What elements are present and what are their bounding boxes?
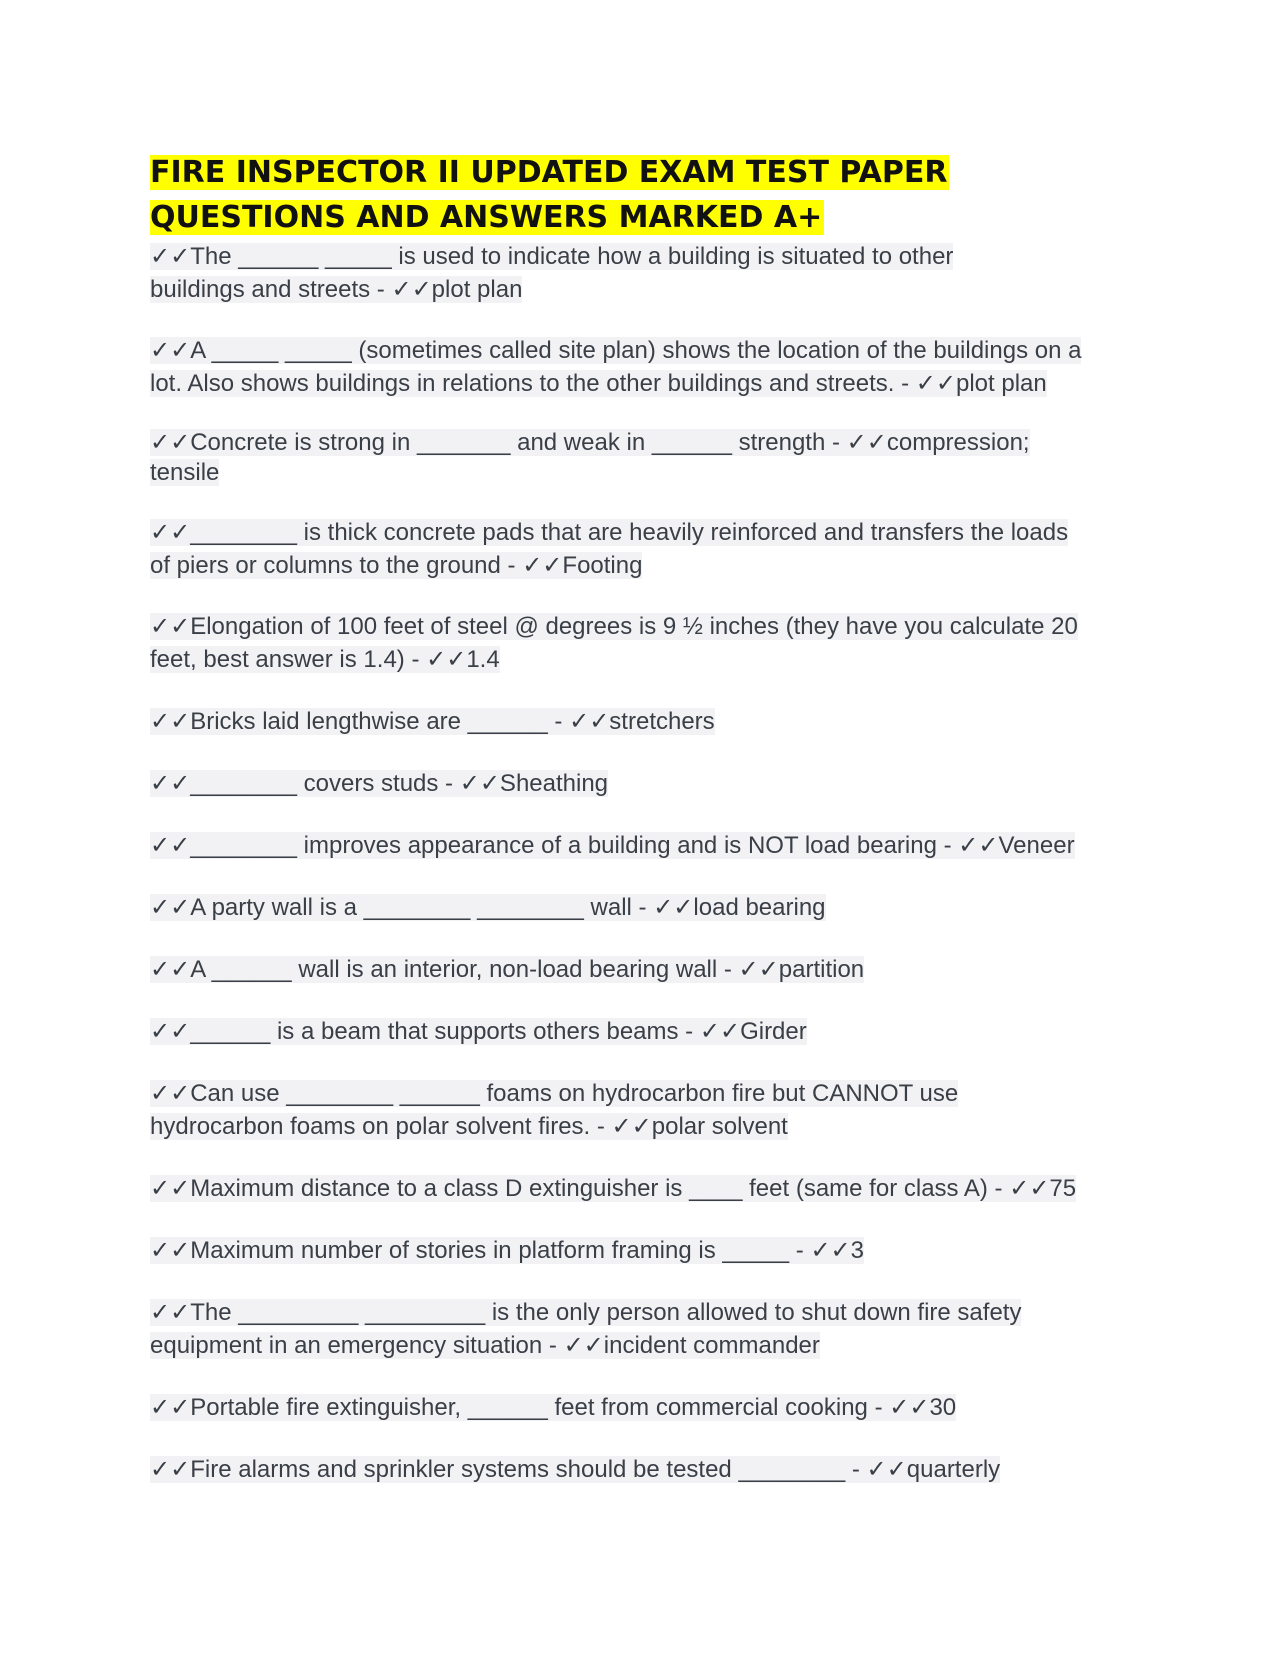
title-line-2: QUESTIONS AND ANSWERS MARKED A+ <box>150 200 823 235</box>
document-page <box>150 150 1130 1486</box>
qa-text: ✓✓Maximum number of stories in platform framing is _____ - ✓✓3 <box>150 1237 865 1264</box>
qa-text: ✓✓Concrete is strong in _______ and weak in ______ strength - ✓✓compression; tensile <box>150 429 1030 486</box>
qa-text: ✓✓________ covers studs - ✓✓Sheathing <box>150 770 609 797</box>
qa-text: ✓✓Bricks laid lengthwise are ______ - ✓✓stretchers <box>150 708 715 735</box>
qa-item <box>150 428 1040 488</box>
qa-text: ✓✓Fire alarms and sprinkler systems should be tested ________ - ✓✓quarterly <box>150 1456 1001 1483</box>
qa-item <box>150 240 1050 306</box>
qa-item <box>150 705 1130 738</box>
qa-text: ✓✓A _____ _____ (sometimes called site plan) shows the location of the buildings on a lot. Also shows buildings in relations to the other buildings and streets. - ✓✓plot plan <box>150 337 1082 397</box>
title-line-1: FIRE INSPECTOR II UPDATED EXAM TEST PAPER <box>150 155 948 190</box>
qa-text: ✓✓The ______ _____ is used to indicate how a building is situated to other buildings and streets - ✓✓plot plan <box>150 243 954 303</box>
qa-text: ✓✓Maximum distance to a class D extinguisher is ____ feet (same for class A) - ✓✓75 <box>150 1175 1077 1202</box>
qa-item <box>150 516 1080 582</box>
qa-text: ✓✓Elongation of 100 feet of steel @ degrees is 9 ½ inches (they have you calculate 20 feet, best answer is 1.4) - ✓✓1.4 <box>150 613 1078 673</box>
qa-item <box>150 1077 980 1143</box>
qa-item <box>150 829 1130 862</box>
qa-item <box>150 1172 1130 1205</box>
qa-text: ✓✓A party wall is a ________ ________ wall - ✓✓load bearing <box>150 894 826 921</box>
qa-text: ✓✓________ improves appearance of a building and is NOT load bearing - ✓✓Veneer <box>150 832 1075 859</box>
qa-item <box>150 334 1085 400</box>
qa-text: ✓✓The _________ _________ is the only person allowed to shut down fire safety equipment in an emergency situation - ✓✓incident commander <box>150 1299 1022 1359</box>
qa-text: ✓✓________ is thick concrete pads that are heavily reinforced and transfers the loads of piers or columns to the ground - ✓✓Footing <box>150 519 1069 579</box>
qa-item <box>150 891 1130 924</box>
qa-text: ✓✓A ______ wall is an interior, non-load bearing wall - ✓✓partition <box>150 956 865 983</box>
qa-item <box>150 1296 1050 1362</box>
qa-item <box>150 1391 1130 1424</box>
qa-text: ✓✓Portable fire extinguisher, ______ feet from commercial cooking - ✓✓30 <box>150 1394 957 1421</box>
qa-item <box>150 767 1130 800</box>
qa-text: ✓✓Can use ________ ______ foams on hydrocarbon fire but CANNOT use hydrocarbon foams on polar solvent fires. - ✓✓polar solvent <box>150 1080 959 1140</box>
qa-item <box>150 953 1130 986</box>
qa-item <box>150 1015 1130 1048</box>
qa-item <box>150 1453 1130 1486</box>
qa-text: ✓✓______ is a beam that supports others beams - ✓✓Girder <box>150 1018 807 1045</box>
document-title <box>150 150 1130 240</box>
qa-item <box>150 610 1080 676</box>
qa-item <box>150 1234 1130 1267</box>
